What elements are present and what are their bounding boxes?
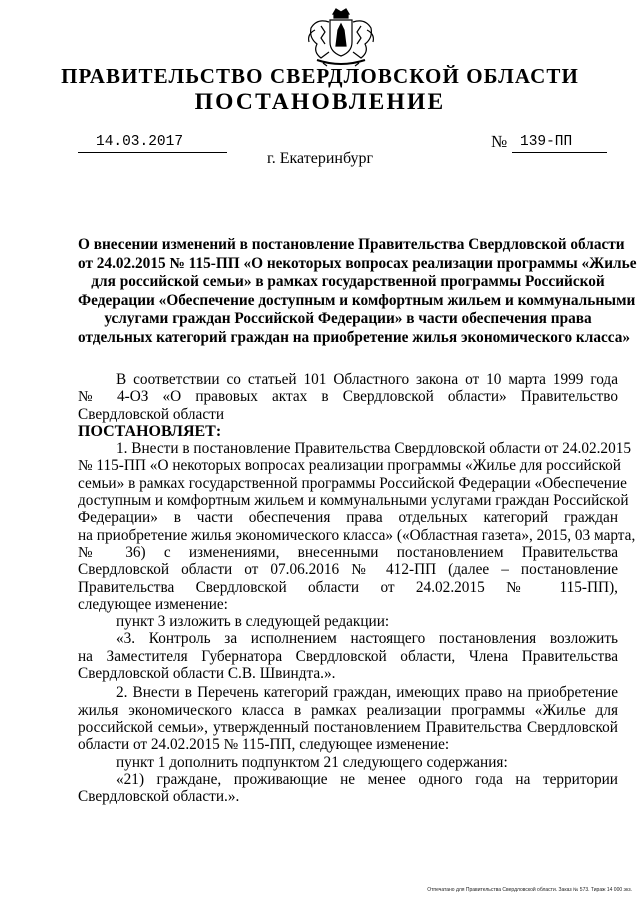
title-line: Федерации «Обеспечение доступным и комфортным жильем и коммунальными — [78, 291, 636, 309]
paragraph-1-quote-line: Свердловской области С.В. Швиндта.». — [78, 665, 336, 683]
paragraph-2-line: российской семьи», утвержденный постановлением Правительства Свердловской — [78, 718, 618, 736]
resolves-heading: ПОСТАНОВЛЯЕТ: — [78, 422, 222, 440]
government-name: ПРАВИТЕЛЬСТВО СВЕРДЛОВСКОЙ ОБЛАСТИ — [61, 64, 579, 88]
paragraph-2-subclause: пункт 1 дополнить подпунктом 21 следующего содержания: — [116, 753, 508, 771]
document-title — [78, 236, 637, 347]
number-sign: № — [491, 132, 508, 151]
document-type: ПОСТАНОВЛЕНИЕ — [194, 89, 446, 115]
intro-line: № 4-ОЗ «О правовых актах в Свердловской области» Правительство — [78, 388, 618, 406]
paragraph-1-line: Правительства Свердловской области от 24.02.2015 № 115-ПП), — [78, 578, 618, 596]
decree-date: 14.03.2017 — [78, 133, 227, 153]
paragraph-1-line: следующее изменение: — [78, 595, 228, 613]
document-body — [78, 371, 636, 806]
title-line: О внесении изменений в постановление Правительства Свердловской области — [78, 236, 625, 253]
paragraph-1-line: Федерации» в части обеспечения права отдельных категорий граждан — [78, 509, 618, 527]
paragraph-1-line: № 36) с изменениями, внесенными постановлением Правительства — [78, 543, 618, 561]
city: г. Екатеринбург — [266, 150, 374, 167]
paragraph-2-line: области от 24.02.2015 № 115-ПП, следующее изменение: — [78, 736, 450, 754]
intro-line: Свердловской области — [78, 405, 225, 423]
paragraph-2-quote-line: «21) граждане, проживающие не менее одного года на территории — [116, 770, 618, 788]
coat-of-arms-icon — [303, 8, 379, 70]
paragraph-1-subclause: пункт 3 изложить в следующей редакции: — [116, 613, 390, 631]
paragraph-1-line: доступным и комфортным жильем и коммунальными услугами граждан Российской — [78, 492, 629, 510]
paragraph-1-quote-line: «3. Контроль за исполнением настоящего постановления возложить — [116, 630, 618, 648]
paragraph-2-line: жилья экономического класса в рамках реализации программы «Жилье для — [78, 701, 618, 719]
decree-number: 139-ПП — [512, 133, 607, 153]
paragraph-1-line: 1. Внести в постановление Правительства Свердловской области от 24.02.2015 — [116, 440, 632, 458]
title-line: услугами граждан Российской Федерации» в части обеспечения права — [104, 310, 592, 327]
paragraph-1-line: Свердловской области от 07.06.2016 № 412-ПП (далее – постановление — [78, 561, 618, 579]
paragraph-1-quote-line: на Заместителя Губернатора Свердловской области, Члена Правительства — [78, 647, 618, 665]
paragraph-1-line: № 115-ПП «О некоторых вопросах реализации программы «Жилье для российской — [78, 457, 621, 475]
paragraph-1-line: на приобретение жилья экономического класса» («Областная газета», 2015, 03 марта, — [78, 526, 636, 544]
title-line: для российской семьи» в рамках государственной программы Российской — [91, 273, 605, 290]
title-line: от 24.02.2015 № 115-ПП «О некоторых вопросах реализации программы «Жилье — [78, 254, 637, 272]
paragraph-1-line: семьи» в рамках государственной программы Российской Федерации «Обеспечение — [78, 474, 627, 492]
title-line: отдельных категорий граждан на приобретение жилья экономического класса» — [78, 328, 631, 346]
print-footer: Отпечатано для Правительства Свердловской области. Заказ № 573. Тираж 14 000 экз. — [427, 887, 632, 893]
intro-line: В соответствии со статьей 101 Областного закона от 10 марта 1999 года — [116, 371, 618, 388]
paragraph-2-quote-line: Свердловской области.». — [78, 788, 240, 806]
paragraph-2-line: 2. Внести в Перечень категорий граждан, имеющих право на приобретение — [116, 684, 618, 702]
